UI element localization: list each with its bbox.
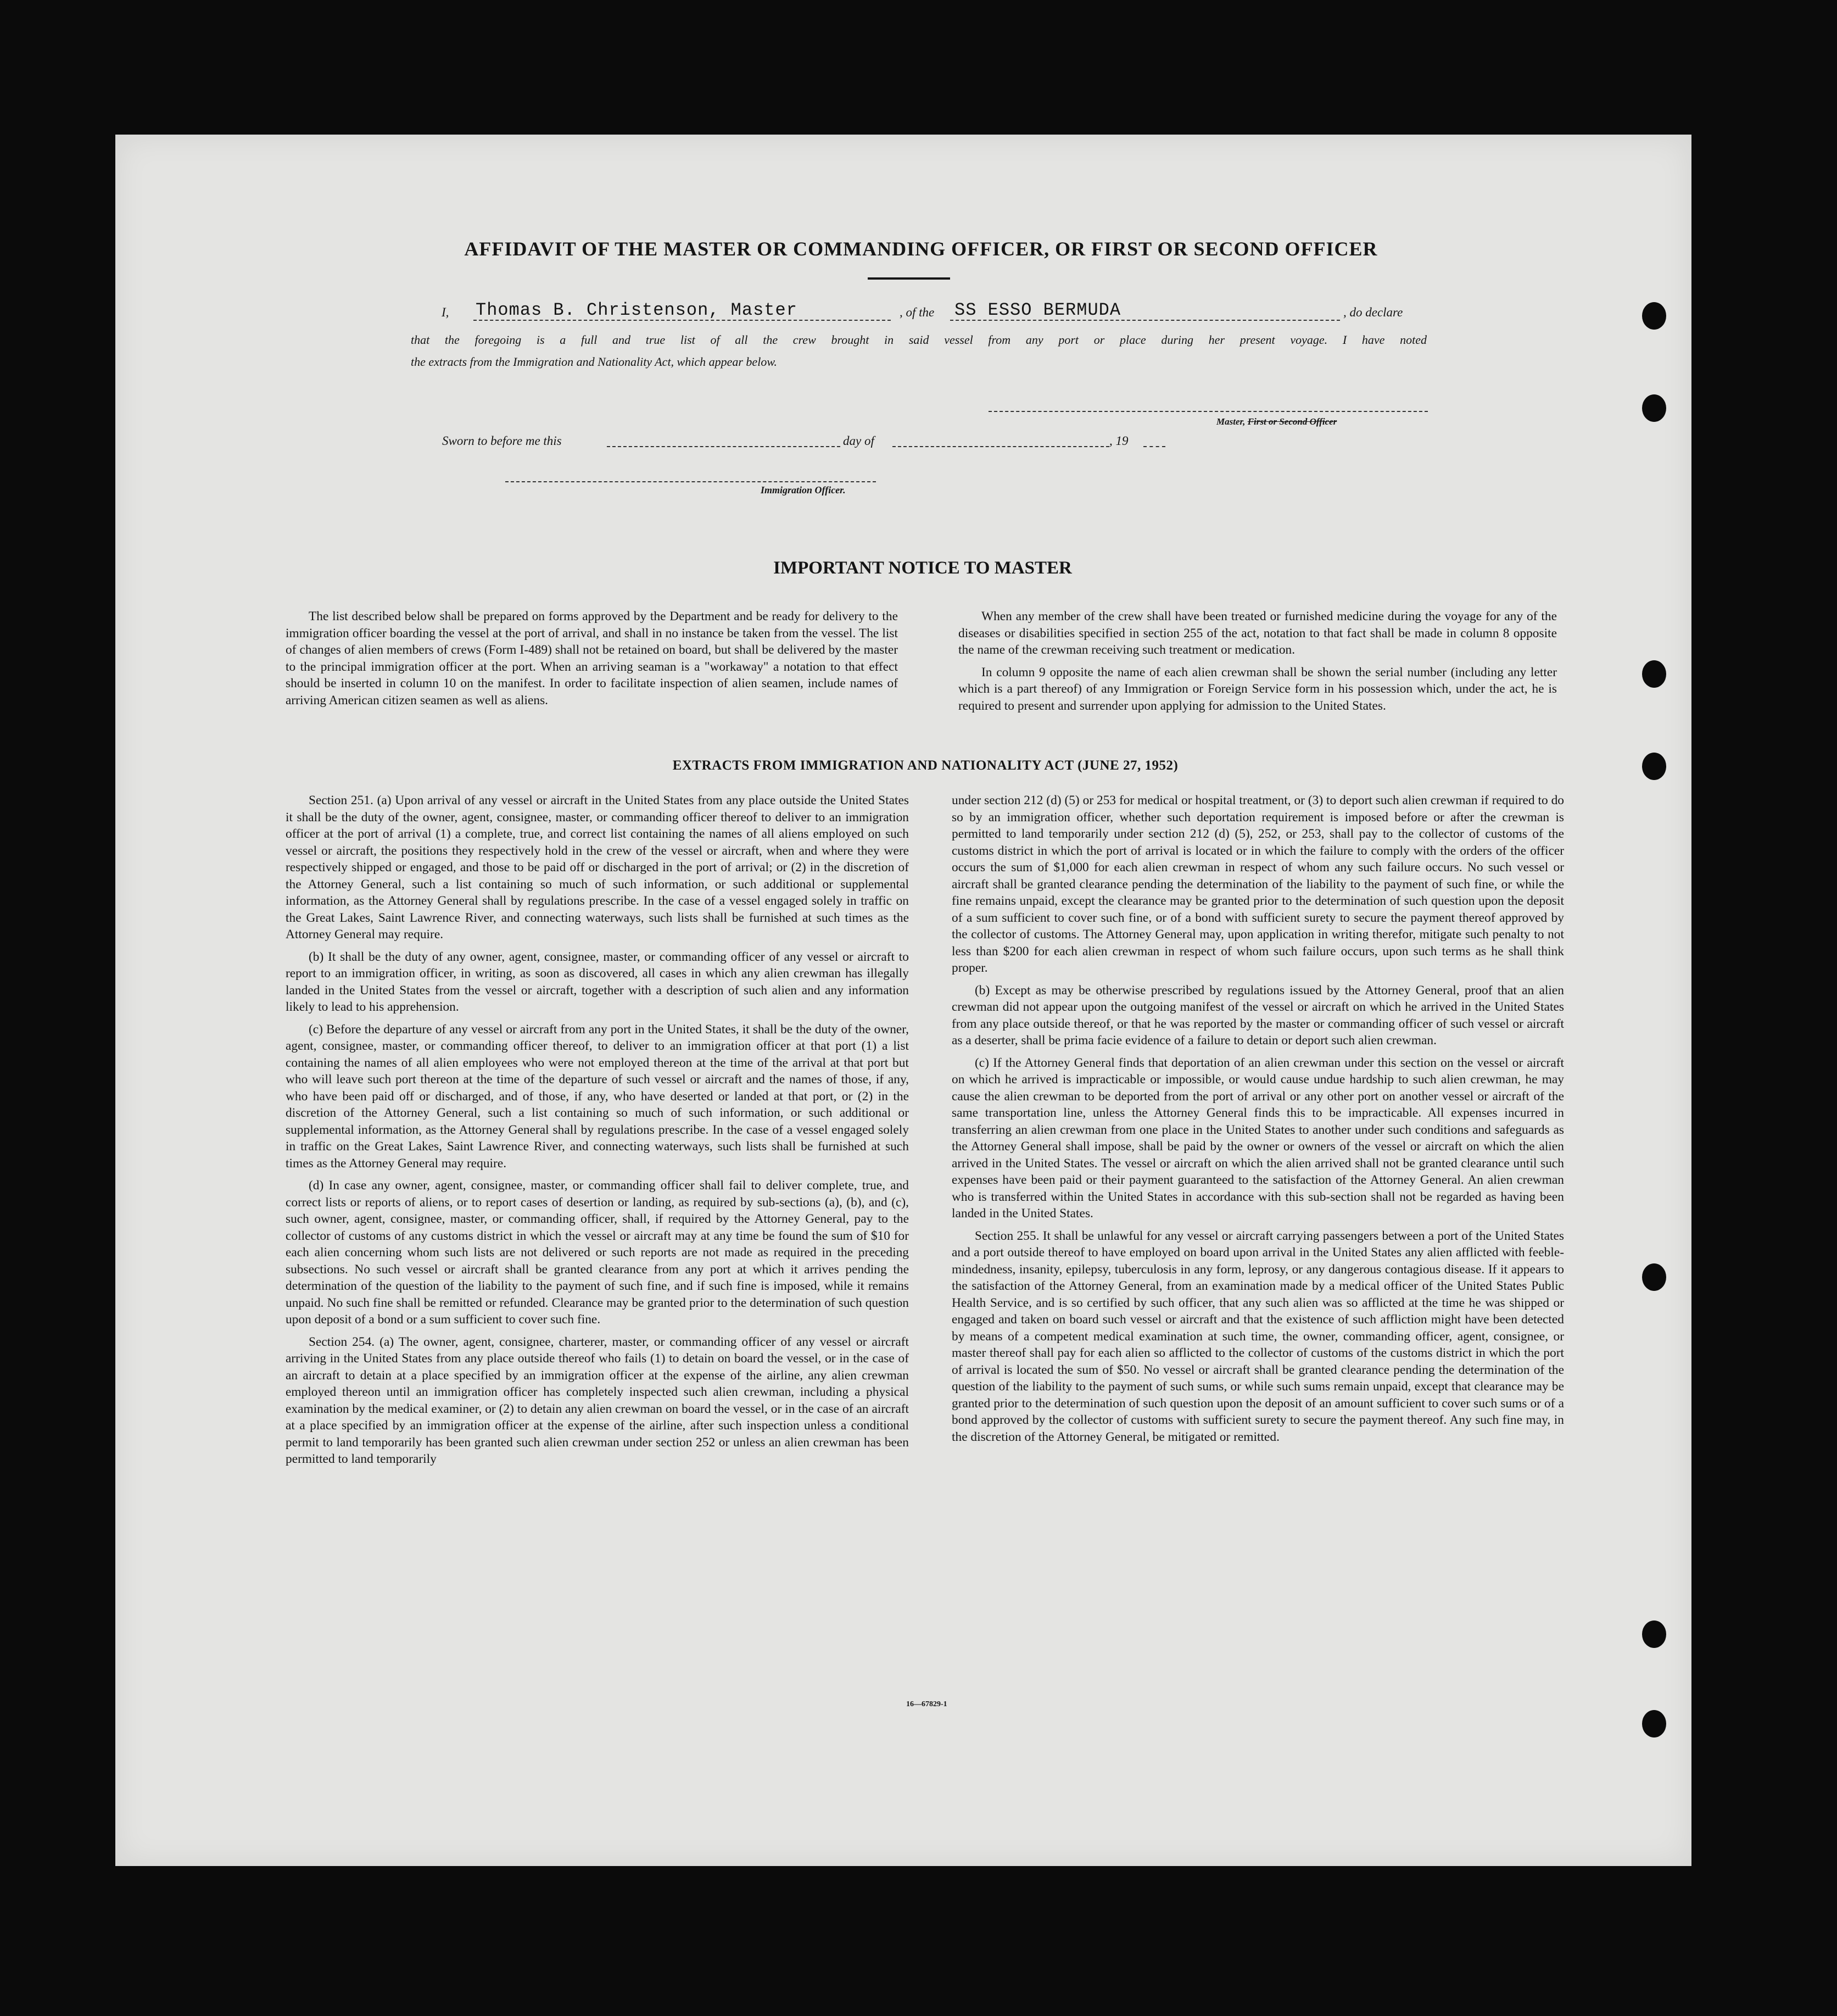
sworn-year-line	[1143, 446, 1165, 447]
section-255: Section 255. It shall be unlawful for any vessel or aircraft carrying passengers between a port of the United States and a port outside thereof to have employed on board upon arrival in the United States any alien afflicted with feeble-mindedness, insanity, epilepsy, tuberculosis in any form, leprosy, or any dangerous contagious disease. If it appears to the satisfaction of the Attorney General, from an examination made by a medical officer of the United States Public Health Service, and is so certified by such officer, that any such alien was so afflicted at the time he was shipped or engaged and taken on board such vessel or aircraft and that the existence of such affliction might have been detected by means of a competent medical examination at such time, the owner, commanding officer, agent, consignee, or master thereof shall pay for each alien so afflicted to the collector of customs of the customs district in which the port of arrival is located the sum of $50. No vessel or aircraft shall be granted clearance pending the determination of the question of the liability to the payment of such sums, or while such sums remain unpaid, except that clearance may be granted prior to the determination of such question upon the deposit of an amount sufficient to cover such sums or of a bond approved by the collector of customs with sufficient surety to secure the payment thereof. Any such fine may, in the discretion of the Attorney General, be mitigated or remitted.	[952, 1228, 1564, 1444]
day-of-label: day of	[843, 434, 874, 448]
section-251-a: Section 251. (a) Upon arrival of any vessel or aircraft in the United States from any place outside the United States it shall be the duty of the owner, agent, consignee, master, or commanding officer thereof to deliver to an immigration officer at the port of arrival (1) a complete, true, and correct list containing the names of all aliens employed on such vessel or aircraft, the positions they respectively hold in the crew of the vessel or aircraft, when and where they were respectively shipped or engaged, and those to be paid off or discharged in the port of arrival; or (2) in the discretion of the Attorney General, such a list containing so much of such information, or such additional or supplemental information, as the Attorney General shall by regulations prescribe. In the case of a vessel engaged solely in traffic on the Great Lakes, Saint Lawrence River, and connecting waterways, such lists shall be furnished at such times as the Attorney General may require.	[286, 793, 909, 942]
declaration-line-3: the extracts from the Immigration and Nationality Act, which appear below.	[411, 355, 777, 369]
officer-signature-line	[505, 481, 876, 482]
declaration-line-2: that the foregoing is a full and true list of all the crew brought in said vessel from any port or place during her present voyage. I have noted	[411, 333, 1427, 347]
master-signature-caption	[1216, 416, 1337, 427]
notice-left-paragraph: The list described below shall be prepared on forms approved by the Department and be ready for delivery to the immigration officer boarding the vessel at the port of arrival, and shall in no instance be taken from the vessel. The list of changes of alien members of crews (Form I-489) shall not be retained on board, but shall be delivered by the master to the principal immigration officer at the port. When an arriving seaman is a "workaway" a notation to that effect should be inserted in column 10 on the manifest. In order to facilitate inspection of alien seamen, include names of arriving American citizen seamen as well as aliens.	[286, 609, 898, 708]
section-254-c: (c) If the Attorney General finds that deportation of an alien crewman under this section on the vessel or aircraft on which he arrived is impracticable or impossible, or would cause undue hardship to such alien crewman, he may cause the alien crewman to be deported from the port of arrival or any other port on another vessel or aircraft of the same transportation line, unless the Attorney General finds this to be impracticable. All expenses incurred in transferring an alien crewman from one place in the United States to another under such conditions and safeguards as the Attorney General shall impose, shall be paid by the owner or owners of the vessel or aircraft on which the alien arrived in the United States. The vessel or aircraft on which the alien arrived shall not be granted clearance until such expenses have been paid or their payment guaranteed to the satisfaction of the Attorney General. An alien crewman who is transferred within the United States in accordance with this sub-section shall not be regarded as having been landed in the United States.	[952, 1055, 1564, 1221]
notice-right-paragraph-1: When any member of the crew shall have been treated or furnished medicine during the voyage for any of the diseases or disabilities specified in section 255 of the act, notation to that fact shall be made in column 8 opposite the name of the crewman receiving such treatment or medication.	[958, 609, 1557, 657]
title-divider	[868, 277, 950, 280]
punch-hole-1	[1642, 302, 1666, 330]
struck-officer-label: First or Second Officer	[1247, 416, 1337, 427]
form-code: 16—67829-1	[906, 1700, 947, 1708]
year-label: , 19	[1109, 434, 1129, 448]
master-label: Master,	[1216, 416, 1246, 427]
punch-hole-2	[1642, 394, 1666, 422]
punch-hole-6	[1642, 1620, 1666, 1648]
section-254-a-continued: under section 212 (d) (5) or 253 for medical or hospital treatment, or (3) to deport such alien crewman if required to do so by an immigration officer, whether such deportation requirement is imposed before or after the crewman is permitted to land temporarily under section 212 (d) (5), 252, or 253, shall pay to the collector of customs of the customs district in which the port of arrival is located or in which the failure to comply with the orders of the officer occurs the sum of $1,000 for each alien crewman in respect of whom any such failure occurs. No such vessel or aircraft shall be granted clearance pending the determination of the liability to the payment of such fine, or while the fine remains unpaid, except the clearance may be granted prior to the determination of such question upon the deposit of a sum sufficient to cover such fine, or of a bond with sufficient surety to secure the payment thereof approved by the collector of customs. The Attorney General may, upon application in writing therefor, mitigate such penalty to not less than $200 for each alien crewman in respect of whom such failure occurs, upon such terms as he shall think proper.	[952, 793, 1564, 975]
extracts-title: EXTRACTS FROM IMMIGRATION AND NATIONALITY ACT (JUNE 27, 1952)	[672, 758, 1179, 773]
document-title: AFFIDAVIT OF THE MASTER OR COMMANDING OFFICER, OR FIRST OR SECOND OFFICER	[464, 238, 1378, 260]
i-label: I,	[442, 305, 449, 319]
sworn-month-line	[892, 446, 1109, 447]
master-signature-line	[989, 411, 1428, 412]
vessel-name-field[interactable]: SS ESSO BERMUDA	[954, 300, 1121, 320]
sworn-day-line	[607, 446, 840, 447]
master-name-field[interactable]: Thomas B. Christenson, Master	[476, 300, 797, 320]
section-254-a: Section 254. (a) The owner, agent, consignee, charterer, master, or commanding officer of any vessel or aircraft arriving in the United States from any place outside thereof who fails (1) to detain on board the vessel, or in the case of an aircraft to detain at a place specified by an immigration officer at the expense of the airline, any alien crewman employed thereon until an immigration officer has completely inspected such alien crewman, including a physical examination by the medical examiner, or (2) to detain any alien crewman on board the vessel, or in the case of an aircraft at a place specified by an immigration officer at the expense of the airline, after such inspection unless a conditional permit to land temporarily has been granted such alien crewman under section 252 or unless an alien crewman has been permitted to land temporarily	[286, 1334, 909, 1466]
notice-right-column	[958, 608, 1557, 720]
name-underline	[473, 320, 891, 321]
notice-right-paragraph-2: In column 9 opposite the name of each alien crewman shall be shown the serial number (including any letter which is a part thereof) of any Immigration or Foreign Service form in his possession which, under the act, he is required to present and surrender upon applying for admission to the United States.	[958, 665, 1557, 713]
extracts-right-column	[952, 792, 1564, 1451]
of-the-label: , of the	[900, 305, 935, 319]
punch-hole-5	[1642, 1263, 1666, 1291]
do-declare-label: , do declare	[1343, 305, 1403, 319]
immigration-officer-caption: Immigration Officer.	[761, 484, 846, 495]
section-251-b: (b) It shall be the duty of any owner, agent, consignee, master, or commanding officer of any vessel or aircraft to report to an immigration officer, in writing, as soon as discovered, all cases in which any alien crewman has illegally landed in the United States from the vessel or aircraft, together with a description of such alien and any information likely to lead to his apprehension.	[286, 949, 909, 1014]
punch-hole-7	[1642, 1710, 1666, 1737]
punch-hole-4	[1642, 753, 1666, 780]
notice-left-column	[286, 608, 898, 714]
notice-title: IMPORTANT NOTICE TO MASTER	[773, 558, 1072, 578]
section-254-b: (b) Except as may be otherwise prescribed by regulations issued by the Attorney General, proof that an alien crewman did not appear upon the outgoing manifest of the vessel or aircraft on which he arrived in the United States from any place outside thereof, or that he was reported by the master or commanding officer of such vessel or aircraft as a deserter, shall be prima facie evidence of a failure to detain or deport such alien crewman.	[952, 983, 1564, 1048]
section-251-c: (c) Before the departure of any vessel or aircraft from any port in the United States, it shall be the duty of the owner, agent, consignee, master, or commanding officer thereof, to deliver to an immigration officer at that port (1) a list containing the names of all alien employees who were not employed thereon at the time of the arrival at that port but who will leave such port thereon at the time of the departure of such vessel or aircraft and the names of those, if any, who have been paid off or discharged, and of those, if any, who have deserted or landed at that port, or (2) in the discretion of the Attorney General, such a list containing so much of such information, or such additional or supplemental information, as the Attorney General shall by regulations prescribe. In the case of a vessel engaged solely in traffic on the Great Lakes, Saint Lawrence River, and connecting waterways, such lists shall be furnished at such times as the Attorney General may require.	[286, 1022, 909, 1171]
vessel-underline	[950, 320, 1340, 321]
punch-hole-3	[1642, 660, 1666, 688]
extracts-left-column	[286, 792, 909, 1473]
section-251-d: (d) In case any owner, agent, consignee, master, or commanding officer shall fail to deliver complete, true, and correct lists or reports of aliens, or to report cases of desertion or landing, as required by sub-sections (a), (b), and (c), such owner, agent, consignee, master, or commanding officer, shall, if required by the Attorney General, pay to the collector of customs of any customs district in which the vessel or aircraft may at any time be found the sum of $10 for each alien concerning whom such lists are not delivered or such reports are not made as required in the preceding subsections. No such vessel or aircraft shall be granted clearance from any port at which it arrives pending the determination of the question of the liability to the payment of such fine, and if such fine is imposed, while it remains unpaid. No such fine shall be remitted or refunded. Clearance may be granted prior to the determination of such question upon deposit of a bond or a sum sufficient to cover such fine.	[286, 1178, 909, 1327]
sworn-label: Sworn to before me this	[442, 434, 562, 448]
